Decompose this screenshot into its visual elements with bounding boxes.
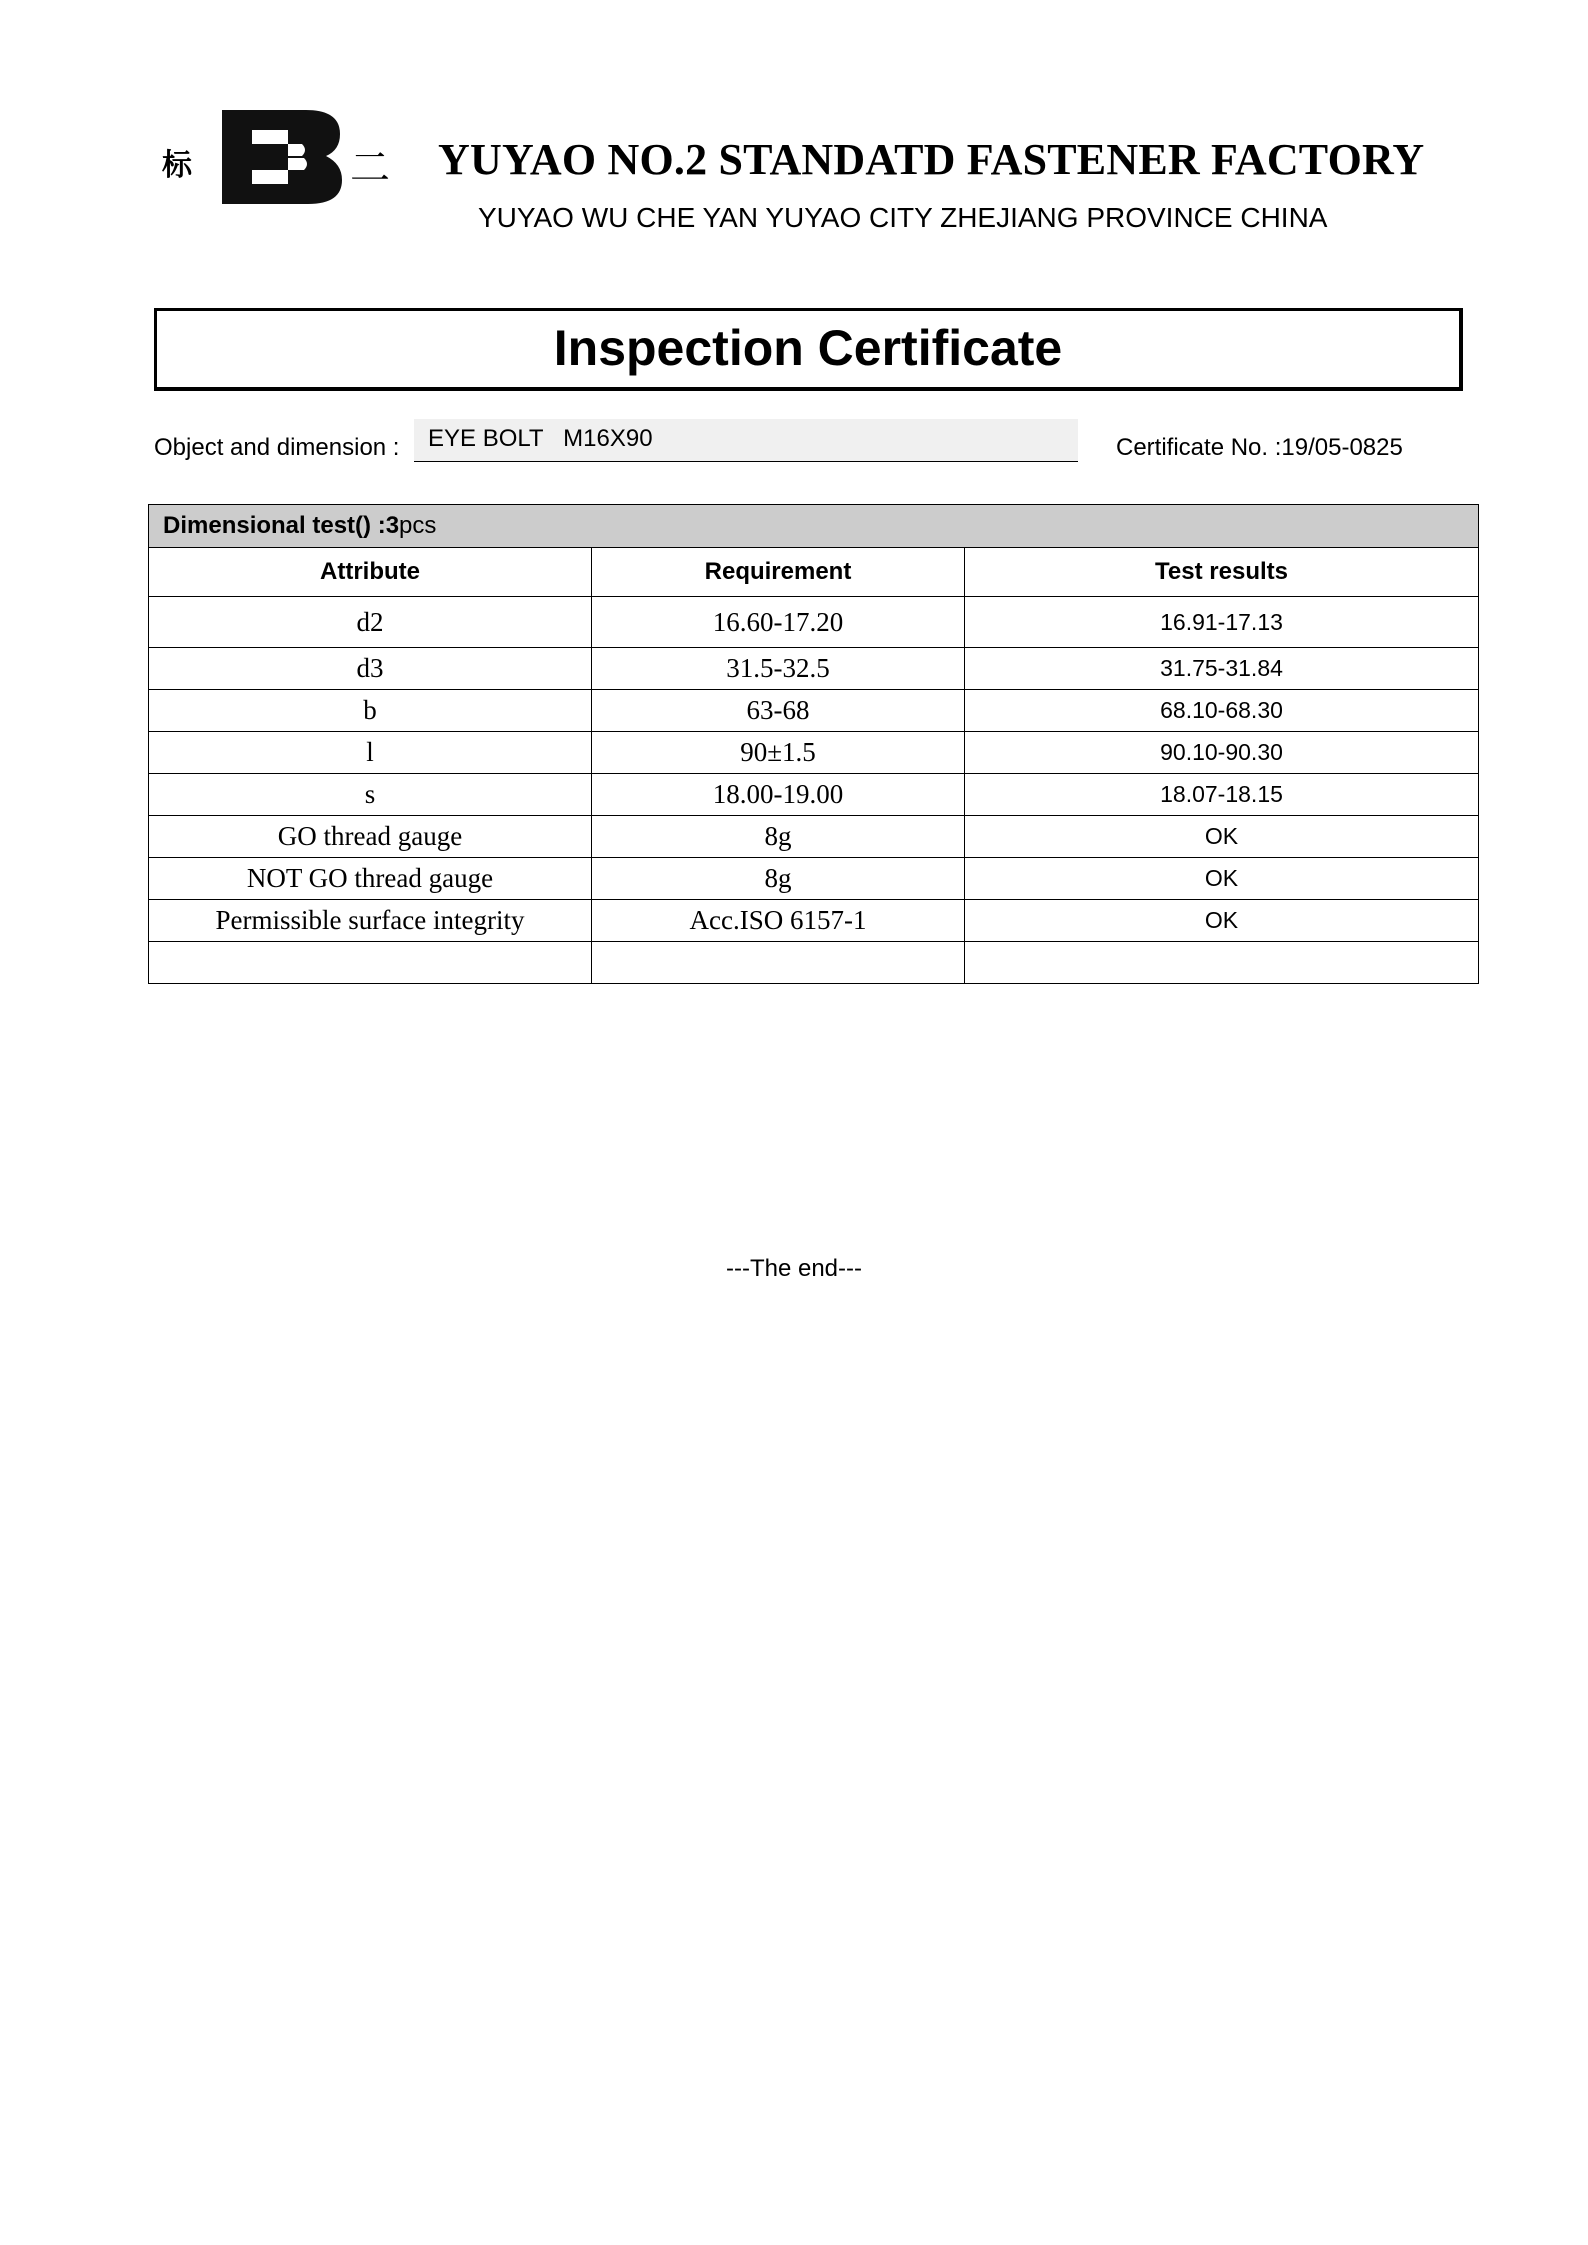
eb-monogram-icon xyxy=(222,110,342,204)
factory-address: YUYAO WU CHE YAN YUYAO CITY ZHEJIANG PROVINCE CHINA xyxy=(478,202,1328,233)
object-label: Object and dimension : xyxy=(154,434,400,461)
requirement-cell: Acc.ISO 6157-1 xyxy=(592,900,965,942)
table-row xyxy=(149,900,1479,942)
logo-char-left: 标 xyxy=(162,148,192,183)
column-header-requirement: Requirement xyxy=(592,548,965,597)
logo-char-right: 二 xyxy=(350,145,390,191)
column-header-test-results: Test results xyxy=(965,548,1479,597)
section-header-row xyxy=(149,505,1479,548)
attribute-cell: GO thread gauge xyxy=(149,816,592,858)
result-cell: 68.10-68.30 xyxy=(965,690,1479,732)
end-marker: ---The end--- xyxy=(725,1255,863,1282)
requirement-cell: 31.5-32.5 xyxy=(592,648,965,690)
result-cell: OK xyxy=(965,816,1479,858)
table-row xyxy=(149,597,1479,648)
attribute-cell: s xyxy=(149,774,592,816)
table-row xyxy=(149,732,1479,774)
table-row-empty xyxy=(149,942,1479,984)
requirement-cell xyxy=(592,942,965,984)
requirement-cell: 63-68 xyxy=(592,690,965,732)
attribute-cell: d3 xyxy=(149,648,592,690)
title-box xyxy=(154,308,1463,391)
result-cell: OK xyxy=(965,900,1479,942)
section-header-cell xyxy=(149,505,1479,548)
attribute-cell: Permissible surface integrity xyxy=(149,900,592,942)
dimensional-test-table xyxy=(148,504,1479,984)
factory-name: YUYAO NO.2 STANDATD FASTENER FACTORY xyxy=(438,135,1425,184)
attribute-cell xyxy=(149,942,592,984)
table-row xyxy=(149,858,1479,900)
requirement-cell: 18.00-19.00 xyxy=(592,774,965,816)
attribute-cell: b xyxy=(149,690,592,732)
document-title: Inspection Certificate xyxy=(553,320,1063,376)
attribute-cell: NOT GO thread gauge xyxy=(149,858,592,900)
result-cell: 18.07-18.15 xyxy=(965,774,1479,816)
table-row xyxy=(149,648,1479,690)
company-logo xyxy=(162,110,392,210)
result-cell: OK xyxy=(965,858,1479,900)
certificate-number: Certificate No. :19/05-0825 xyxy=(1116,434,1403,461)
column-header-row xyxy=(149,548,1479,597)
table-row xyxy=(149,774,1479,816)
result-cell xyxy=(965,942,1479,984)
section-unit: pcs xyxy=(399,512,437,539)
section-label: Dimensional test() :3 xyxy=(163,512,400,539)
result-cell: 90.10-90.30 xyxy=(965,732,1479,774)
object-value-field xyxy=(414,419,1078,462)
attribute-cell: l xyxy=(149,732,592,774)
attribute-cell: d2 xyxy=(149,597,592,648)
requirement-cell: 8g xyxy=(592,816,965,858)
requirement-cell: 8g xyxy=(592,858,965,900)
requirement-cell: 90±1.5 xyxy=(592,732,965,774)
result-cell: 16.91-17.13 xyxy=(965,597,1479,648)
table-row xyxy=(149,690,1479,732)
result-cell: 31.75-31.84 xyxy=(965,648,1479,690)
object-value: EYE BOLT M16X90 xyxy=(428,425,653,452)
requirement-cell: 16.60-17.20 xyxy=(592,597,965,648)
table-row xyxy=(149,816,1479,858)
column-header-attribute: Attribute xyxy=(149,548,592,597)
